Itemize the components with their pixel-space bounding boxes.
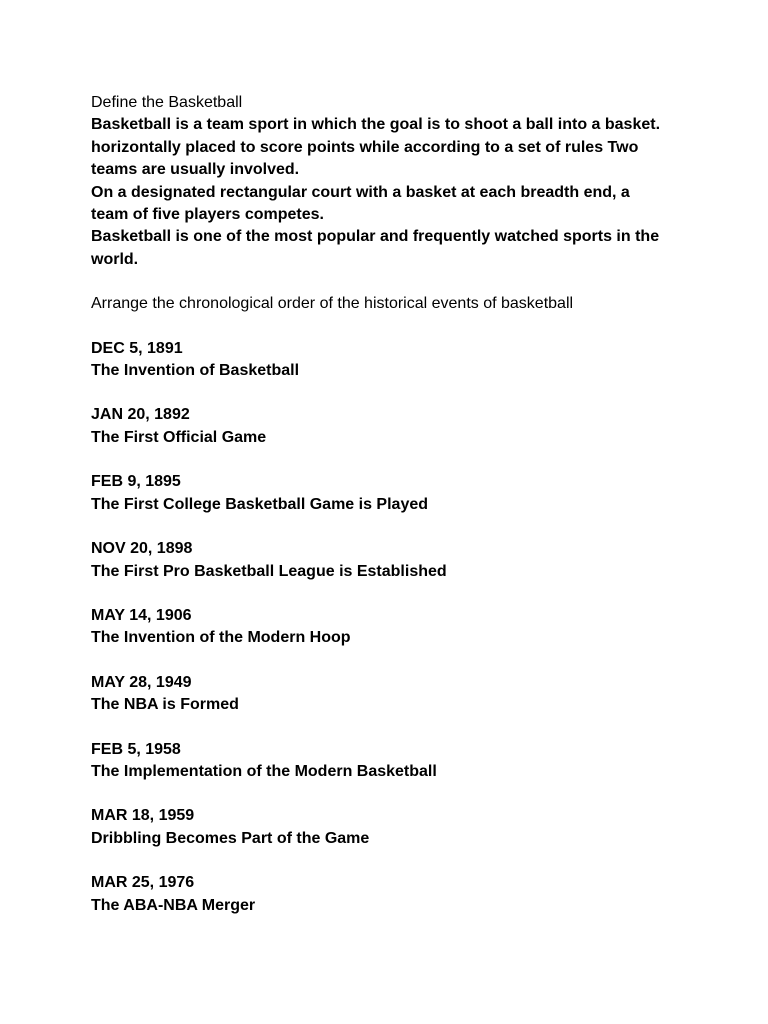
- definition-line: horizontally placed to score points while according to a set of rules Two: [91, 138, 639, 156]
- timeline-event: [91, 538, 708, 583]
- event-date: NOV 20, 1898: [91, 540, 193, 558]
- chronology-prompt: Arrange the chronological order of the historical events of basketball: [91, 295, 574, 313]
- definition-line: teams are usually involved.: [91, 161, 300, 179]
- definition-paragraph: [91, 114, 708, 271]
- timeline-event: [91, 872, 708, 917]
- timeline-event: [91, 338, 708, 383]
- timeline-event: [91, 404, 708, 449]
- timeline-event: [91, 805, 708, 850]
- event-title: The NBA is Formed: [91, 696, 239, 714]
- event-date: FEB 5, 1958: [91, 740, 181, 758]
- definition-line: Basketball is a team sport in which the goal is to shoot a ball into a basket.: [91, 116, 661, 134]
- timeline-event: [91, 605, 708, 650]
- event-date: FEB 9, 1895: [91, 473, 181, 491]
- definition-line: On a designated rectangular court with a basket at each breadth end, a: [91, 183, 630, 201]
- event-title: The Invention of Basketball: [91, 362, 300, 380]
- event-date: MAR 25, 1976: [91, 874, 195, 892]
- definition-line: Basketball is one of the most popular and frequently watched sports in the: [91, 228, 660, 246]
- definition-line: world.: [91, 250, 139, 268]
- timeline-event: [91, 471, 708, 516]
- event-title: The First Pro Basketball League is Established: [91, 562, 447, 580]
- document-heading: Define the Basketball: [91, 94, 243, 111]
- event-date: MAY 28, 1949: [91, 673, 192, 691]
- event-timeline: [91, 338, 708, 917]
- event-title: Dribbling Becomes Part of the Game: [91, 829, 370, 847]
- event-title: The First College Basketball Game is Played: [91, 495, 429, 513]
- definition-line: team of five players competes.: [91, 206, 324, 224]
- event-title: The ABA-NBA Merger: [91, 896, 256, 914]
- event-date: DEC 5, 1891: [91, 339, 183, 357]
- timeline-event: [91, 672, 708, 717]
- event-title: The First Official Game: [91, 428, 267, 446]
- event-title: The Implementation of the Modern Basketball: [91, 762, 437, 780]
- event-date: MAR 18, 1959: [91, 807, 195, 825]
- event-date: JAN 20, 1892: [91, 406, 190, 424]
- timeline-event: [91, 739, 708, 784]
- event-title: The Invention of the Modern Hoop: [91, 629, 351, 647]
- event-date: MAY 14, 1906: [91, 606, 192, 624]
